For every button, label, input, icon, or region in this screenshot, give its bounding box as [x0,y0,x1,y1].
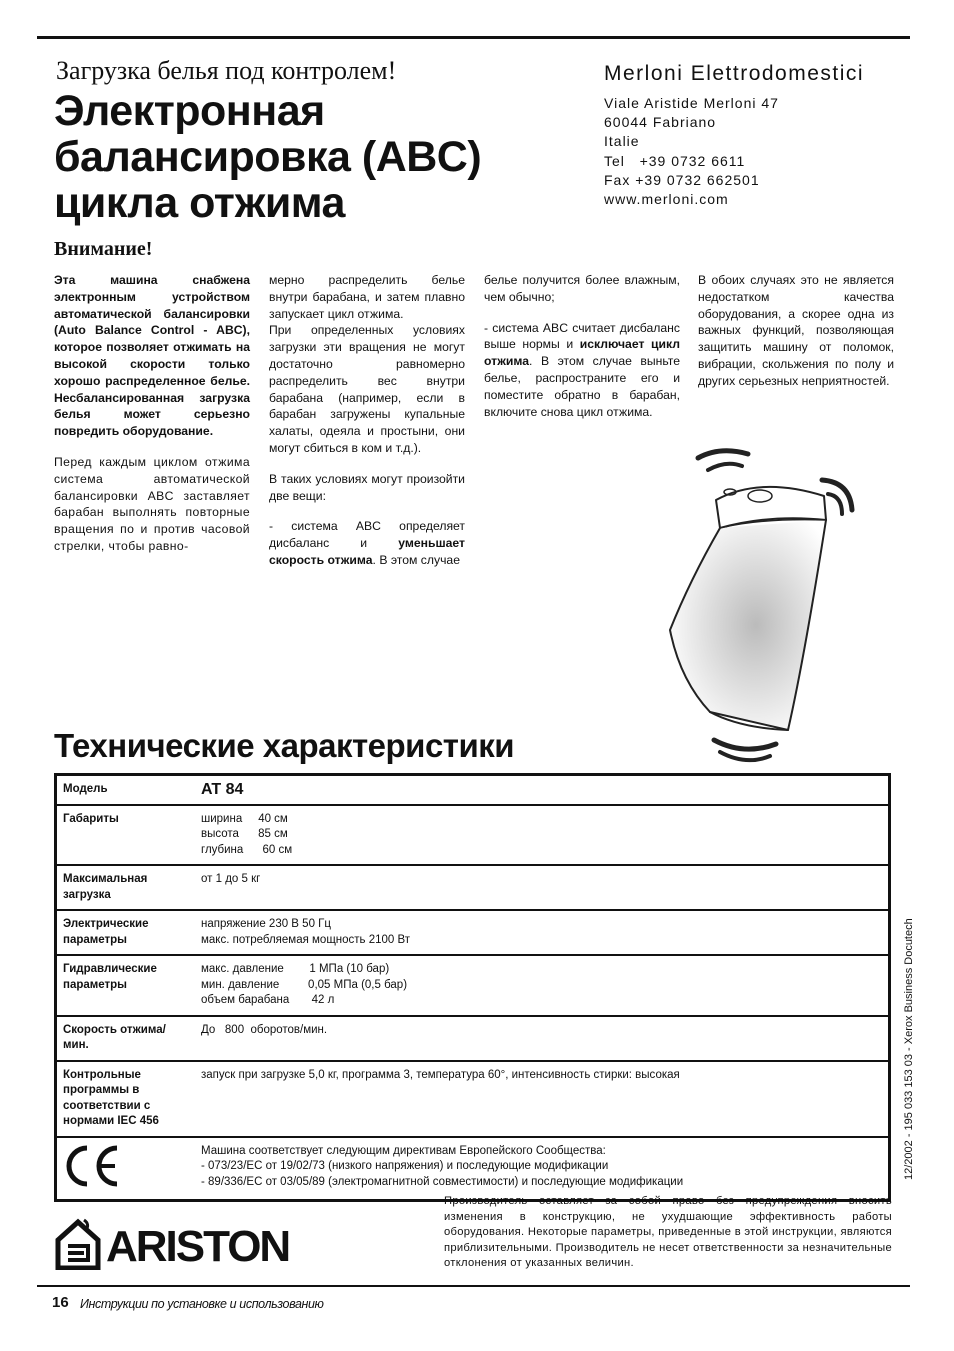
address-line: Viale Aristide Merloni 47 [604,95,779,111]
row-value [195,775,890,805]
paragraph: белье получится более влажным, чем обычно; [484,273,680,304]
table-row [56,955,890,1016]
table-row [56,1137,890,1201]
paragraph [269,518,465,568]
paragraph [484,320,680,421]
text: . В этом случае выньте белье, распространите его и поместите обратно в барабан, включите снова цикл отжима. [484,354,680,419]
address-line: www.merloni.com [604,191,729,208]
paragraph: В обоих случаях это не является недостатком качества оборудования, а скорее одна из важных функций, позволяющая защитить машину от поломок, вибрации, скольжения по полу и других серьезных неприятностей. [698,273,894,388]
table-row [56,1061,890,1137]
value-line: - 073/23/EC от 19/02/73 (низкого напряжения) и последующие модификации [201,1160,609,1172]
brand-logo: ARISTON [106,1222,290,1271]
value-line: запуск при загрузке 5,0 кг, программа 3, температура 60°, интенсивность стирки: высокая [201,1068,680,1081]
value-line: макс. давление 1 МПа (10 бар) [201,963,390,975]
top-rule [37,36,910,39]
row-label: Максимальная загрузка [56,865,196,910]
table-row [56,775,890,805]
washing-machine-illustration [620,440,900,770]
text-column-4 [698,272,894,404]
row-label: Электрические параметры [56,910,196,955]
company-name: Merloni Elettrodomestici [604,62,865,85]
text: - система ABC считает дисбаланс выше нормы и [484,320,680,352]
value-line: мин. давление 0,05 МПа (0,5 бар) [201,978,408,991]
table-row [56,805,890,866]
emphasis: исключает цикл отжима [484,337,680,369]
page-number: 16 [52,1294,69,1311]
row-value [195,910,890,955]
table-row [56,1016,890,1061]
table-row [56,910,890,955]
text-column-1 [54,272,250,569]
company-address [604,94,779,209]
value-line: Машина соответствует следующим директивам Европейского Сообщества: [201,1144,606,1157]
title-line: балансировка (ABC) [54,133,482,181]
title-line: цикла отжима [54,179,345,227]
paragraph: мерно распределить белье внутри барабана, и затем плавно запускает цикл отжима. [269,273,465,321]
text-column-3 [484,272,680,434]
value-line: объем барабана 42 л [201,994,335,1006]
paragraph: Эта машина снабжена электронным устройством автоматической балансировки (Auto Balance Control - ABC), которое позволяет отжимать на высокой скорости только хорошо распределенное белье. Несбалансированная загрузка белья может серьезно повредить оборудование. [54,273,250,439]
page-title [54,88,481,226]
table-row [56,865,890,910]
paragraph: При определенных условиях загрузки эти вращения не могут достаточно равномерно распределить вес внутри барабана (например, если в барабан загружены купальные халаты, одеяла и простыни, они могут сбиться в ком и т.д.). [269,323,465,455]
row-value [195,1137,890,1201]
specs-heading: Технические характеристики [54,727,515,764]
ce-mark-icon [63,1144,123,1188]
row-label: Контрольные программы в соответствии с нормами IEC 456 [56,1061,196,1137]
value-line: от 1 до 5 кг [201,873,261,885]
row-label: Скорость отжима/мин. [56,1016,196,1061]
value-line: - 89/336/EC от 03/05/89 (электромагнитной совместимости) и последующие модификации [201,1175,684,1188]
kicker: Загрузка белья под контролем! [56,56,397,85]
bottom-rule [37,1285,910,1287]
house-logo-icon [54,1218,102,1270]
row-label: Габариты [56,805,196,866]
value-line: высота 85 см [201,828,288,840]
address-line: 60044 Fabriano [604,114,717,131]
row-value [195,865,890,910]
paragraph: Перед каждым циклом отжима система автоматической балансировки ABC заставляет барабан выполнять повторные вращения по и против часовой стрелки, чтобы равно- [54,454,250,553]
row-label: Гидравлические параметры [56,955,196,1016]
row-value [195,1016,890,1061]
disclaimer: Производитель оставляет за собой право без предупреждения вносить изменения в конструкцию, не ухудшающие эффективность работы оборудования. Некоторые параметры, приведенные в этой инструкции, являются приблизительными. Производитель не несет ответственности за незначительные отклонения от указанных величин. [444,1195,892,1270]
row-value [195,1061,890,1137]
side-note-text: 12/2002 - 195 033 153 03 - Xerox Business Docutech [903,918,915,1180]
text: - система ABC определяет дисбаланс и [269,519,465,551]
specs-table [54,773,891,1202]
value-line: макс. потребляемая мощность 2100 Вт [201,933,411,946]
paragraph: В таких условиях могут произойти две вещи: [269,471,465,503]
value-line: До 800 оборотов/мин. [201,1023,328,1036]
footer-text: Инструкции по установке и использованию [80,1297,324,1311]
address-line: Italie [604,133,640,150]
address-line: Tel +39 0732 6611 [604,152,746,169]
address-line: Fax +39 0732 662501 [604,171,760,188]
value-line: глубина 60 см [201,843,293,856]
ce-cell [56,1137,196,1201]
value-line: ширина 40 см [201,812,288,825]
text-column-2 [269,272,465,583]
row-value [195,805,890,866]
row-value [195,955,890,1016]
attention-heading: Внимание! [54,238,153,260]
row-label: Модель [56,775,196,805]
value-line: напряжение 230 В 50 Гц [201,918,331,930]
model-value: AT 84 [201,781,244,798]
text: . В этом случае [372,552,460,567]
title-line: Электронная [54,87,325,135]
side-note [897,870,917,1180]
emphasis: уменьшает скорость отжима [269,536,465,567]
